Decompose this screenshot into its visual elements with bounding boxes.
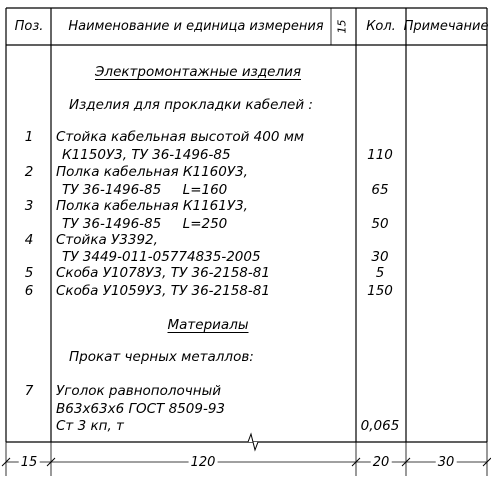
footer-name-width: 120 xyxy=(190,455,216,470)
row-7-line-2: В63х63х6 ГОСТ 8509-93 xyxy=(56,401,225,417)
footer-note-width: 30 xyxy=(437,455,455,470)
row-2-line-1: Полка кабельная К1160У3, xyxy=(56,164,248,180)
row-6-qty: 150 xyxy=(367,283,393,299)
row-4-line-1: Стойка У3392, xyxy=(56,232,158,248)
row-1-line-2: К1150У3, ТУ 36-1496-85 xyxy=(62,147,231,163)
header-dimension: 15 xyxy=(335,19,349,34)
row-2-qty: 65 xyxy=(371,182,389,198)
row-3-qty: 50 xyxy=(371,216,389,232)
row-4-pos: 4 xyxy=(24,232,34,248)
row-7-line-3: Ст 3 кп, т xyxy=(56,418,124,434)
footer-qty-width: 20 xyxy=(372,455,390,470)
header-qty: Кол. xyxy=(366,19,396,34)
row-6-pos: 6 xyxy=(24,283,34,299)
row-5-pos: 5 xyxy=(24,265,34,281)
footer-pos-width: 15 xyxy=(20,455,38,470)
row-7-pos: 7 xyxy=(24,383,34,399)
header-name: Наименование и единица измерения xyxy=(68,19,324,34)
row-5-qty: 5 xyxy=(375,265,385,281)
row-3-line-1: Полка кабельная К1161У3, xyxy=(56,198,248,214)
section-cable-subtitle: Изделия для прокладки кабелей : xyxy=(69,97,313,113)
header-pos: Поз. xyxy=(14,19,44,34)
section-electrical-title: Электромонтажные изделия xyxy=(95,64,301,80)
row-3-pos: 3 xyxy=(24,198,34,214)
row-6-line-1: Скоба У1059У3, ТУ 36-2158-81 xyxy=(56,283,270,299)
header-note: Примечание xyxy=(403,19,489,34)
row-3-line-2: ТУ 36-1496-85 L=250 xyxy=(62,216,228,232)
section-metal-subtitle: Прокат черных металлов: xyxy=(69,349,254,365)
row-1-line-1: Стойка кабельная высотой 400 мм xyxy=(56,129,305,145)
row-1-qty: 110 xyxy=(367,147,393,163)
row-7-line-1: Уголок равнополочный xyxy=(56,383,222,399)
row-2-pos: 2 xyxy=(24,164,34,180)
row-4-qty: 30 xyxy=(371,249,389,265)
row-1-pos: 1 xyxy=(24,129,34,145)
row-4-line-2: ТУ 3449-011-05774835-2005 xyxy=(62,249,261,265)
row-2-line-2: ТУ 36-1496-85 L=160 xyxy=(62,182,228,198)
row-7-qty: 0,065 xyxy=(360,418,400,434)
section-materials-title: Материалы xyxy=(167,317,249,333)
row-5-line-1: Скоба У1078У3, ТУ 36-2158-81 xyxy=(56,265,270,281)
